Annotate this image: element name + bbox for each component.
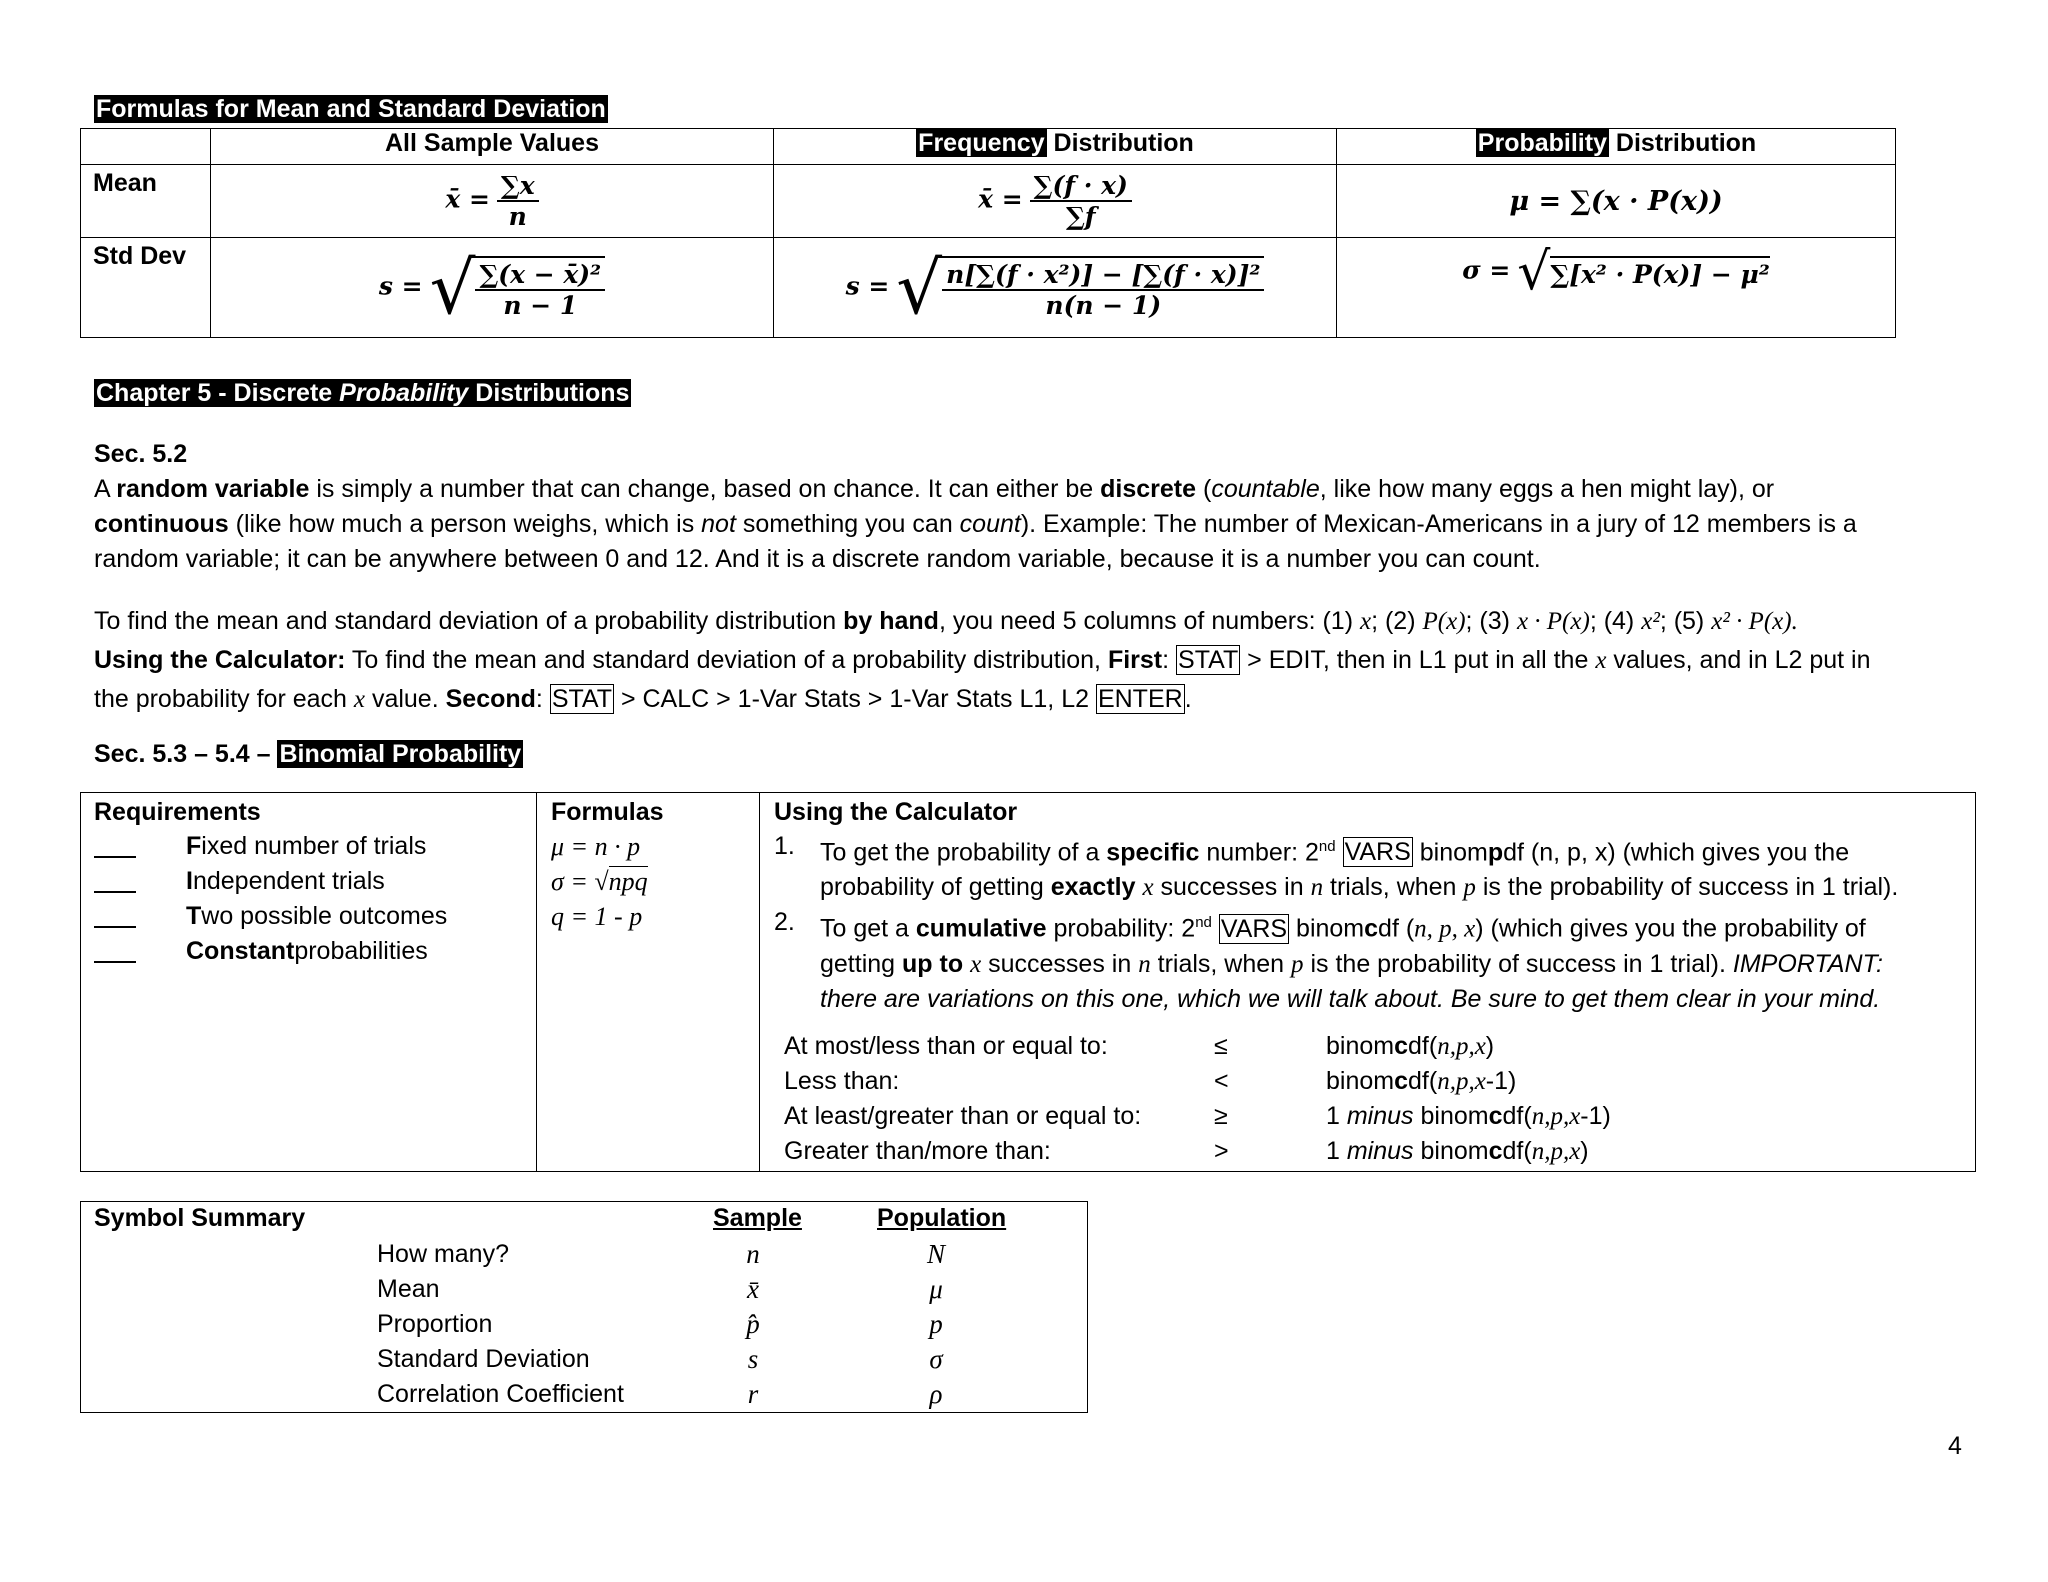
population-symbol: μ <box>929 1274 943 1304</box>
formulas-title: Formulas <box>551 798 664 826</box>
case-row <box>784 1134 1964 1169</box>
case-formula: binomcdf(n,p,x-1) <box>1326 1066 1517 1095</box>
formula-mean: μ = n · p <box>551 832 641 861</box>
case-symbol: ≥ <box>1214 1101 1228 1130</box>
calculator-title: Using the Calculator <box>774 798 1018 826</box>
symbol-summary-box <box>80 1201 1088 1413</box>
population-symbol: ρ <box>929 1379 943 1409</box>
sample-symbol: r <box>747 1379 759 1409</box>
case-symbol: < <box>1214 1066 1229 1095</box>
stat-key: STAT <box>1178 646 1239 674</box>
symbol-row <box>81 1377 1087 1412</box>
checkbox-blank <box>94 906 136 928</box>
col-sample: Sample <box>713 1204 802 1232</box>
mean-prob-formula: μ = ∑(x · P(x)) <box>1337 165 1896 238</box>
symbol-label: Mean <box>377 1275 440 1303</box>
requirement-key: F <box>186 832 202 860</box>
case-label: Less than: <box>784 1066 900 1095</box>
enter-key: ENTER <box>1097 685 1183 713</box>
requirement-key: I <box>186 867 193 895</box>
symbol-label: Proportion <box>377 1310 493 1338</box>
population-symbol: σ <box>929 1344 943 1374</box>
col-all-sample: All Sample Values <box>211 129 774 165</box>
requirements-list <box>94 829 447 969</box>
requirements-column <box>94 795 447 969</box>
case-formula: binomcdf(n,p,x) <box>1326 1031 1495 1060</box>
checkbox-blank <box>94 871 136 893</box>
case-symbol: ≤ <box>1214 1031 1228 1060</box>
checkbox-blank <box>94 941 136 963</box>
sample-symbol: n <box>746 1239 760 1269</box>
requirement-text: probabilities <box>294 937 428 965</box>
requirement-text: wo possible outcomes <box>201 902 448 930</box>
symbol-label: Correlation Coefficient <box>377 1380 624 1408</box>
symbol-rows <box>81 1237 1087 1412</box>
std-freq-formula: s = √ $\frac{\text{n[∑(f · x²)] − [∑(f · x)]²}}{n(n - 1)}$ <box>774 238 1337 338</box>
checkbox-blank <box>94 836 136 858</box>
vars-key: VARS <box>1344 838 1411 867</box>
formula-sigma: σ = √npq <box>551 867 648 896</box>
case-label: At most/less than or equal to: <box>784 1031 1108 1060</box>
symbol-label: How many? <box>377 1240 509 1268</box>
case-row <box>784 1064 1964 1099</box>
requirement-text: ndependent trials <box>192 867 385 895</box>
instruction-1: 1. To get the probability of a specific number: 2nd VARS binompdf (n, p, x) (which gives you the probability of getting exactly x successes in n trials, when p is the probability of success in 1 trial). <box>774 832 1899 902</box>
corner-cell <box>81 129 211 165</box>
binomial-box <box>80 792 1976 1172</box>
case-formula: 1 minus binomcdf(n,p,x-1) <box>1326 1101 1611 1130</box>
symbol-row <box>81 1307 1087 1342</box>
chapter5-heading: Chapter 5 - Discrete Probability Distributions <box>96 379 630 407</box>
col-population: Population <box>877 1204 1007 1232</box>
col-frequency: Frequency Distribution <box>774 129 1337 165</box>
case-label: Greater than/more than: <box>784 1136 1051 1165</box>
population-symbol: p <box>929 1309 943 1339</box>
sample-symbol: x̄ <box>747 1274 759 1304</box>
instruction-2: 2. To get a cumulative probability: 2nd VARS binomcdf (n, p, x) (which gives you the probability of getting up to x successes in n trials, when p is the probability of success in 1 trial). IMPORTANT: there are variations on this one, which we will talk about. Be sure to get them clear in your mind. <box>774 908 1883 1013</box>
symbol-summary-title: Symbol Summary <box>94 1204 306 1232</box>
requirement-item <box>94 934 447 969</box>
formulas-heading: Formulas for Mean and Standard Deviation <box>96 95 606 123</box>
formulas-header-row <box>81 129 1896 165</box>
requirement-key: T <box>186 902 202 930</box>
symbol-row <box>81 1272 1087 1307</box>
divider <box>759 793 760 1171</box>
requirement-item <box>94 899 447 934</box>
requirement-key: Constant <box>186 937 295 965</box>
case-formula: 1 minus binomcdf(n,p,x) <box>1326 1136 1589 1165</box>
mean-all-formula: x̄ = $\frac{\sum x}{n}$ <box>211 165 774 238</box>
formula-q: q = 1 - p <box>551 902 643 931</box>
std-prob-formula: σ = √ ∑[x² · P(x)] − μ² <box>1337 238 1896 338</box>
row-mean-label: Mean <box>81 165 211 238</box>
formulas-column <box>551 795 664 934</box>
requirement-item <box>94 864 447 899</box>
sample-symbol: p̂ <box>746 1309 760 1339</box>
binomial-heading: Sec. 5.3 – 5.4 – Binomial Probability <box>94 740 522 768</box>
stat-key: STAT <box>551 685 612 713</box>
symbol-row <box>81 1342 1087 1377</box>
sec52-heading: Sec. 5.2 <box>94 440 188 468</box>
random-variable-paragraph: A random variable is simply a number that can change, based on chance. It can either be discrete (countable, like how many eggs a hen might lay), or continuous (like how much a person weighs, which is not something you can count). Example: The number of Mexican-Americans in a jury of 12 members is a random variable; it can be anywhere between 0 and 12. And it is a discrete random variable, because it is a number you can count. <box>94 475 1857 573</box>
case-symbol: > <box>1214 1136 1229 1165</box>
requirement-text: ixed number of trials <box>201 832 427 860</box>
requirement-item <box>94 829 447 864</box>
std-row <box>81 238 1896 338</box>
page-number: 4 <box>1948 1432 1962 1460</box>
sample-symbol: s <box>747 1344 759 1374</box>
population-symbol: N <box>926 1239 945 1269</box>
mean-row <box>81 165 1896 238</box>
row-std-label: Std Dev <box>81 238 211 338</box>
case-label: At least/greater than or equal to: <box>784 1101 1142 1130</box>
case-row <box>784 1029 1964 1064</box>
case-row <box>784 1099 1964 1134</box>
cumulative-cases <box>774 1029 1964 1169</box>
vars-key: VARS <box>1220 914 1288 943</box>
std-all-formula: s = √ $\frac{\text{∑(x − x̄)²}}{n - 1}$ <box>211 238 774 338</box>
mean-freq-formula: x̄ = $\frac{\sum(f \cdot x)}{\sum f}$ <box>774 165 1337 238</box>
calculator-column <box>774 795 1964 1169</box>
calculator-paragraph: To find the mean and standard deviation of a probability distribution by hand, you need 5 columns of numbers: (1) x; (2) P(x); (3) x · P(x); (4) x²; (5) x² · P(x). Using the Calculator: To find the mean and standard deviation of a probability distribution, First: STAT > EDIT, then in L1 put in all the x values, and in L2 put in the probability for each x value. Second: STAT > CALC > 1-Var Stats > 1-Var Stats L1, L2 ENTER. <box>94 607 1871 713</box>
symbol-row <box>81 1237 1087 1272</box>
divider <box>536 793 537 1171</box>
requirements-title: Requirements <box>94 798 261 826</box>
col-probability: Probability Distribution <box>1337 129 1896 165</box>
symbol-label: Standard Deviation <box>377 1345 590 1373</box>
formulas-table <box>80 128 1896 338</box>
